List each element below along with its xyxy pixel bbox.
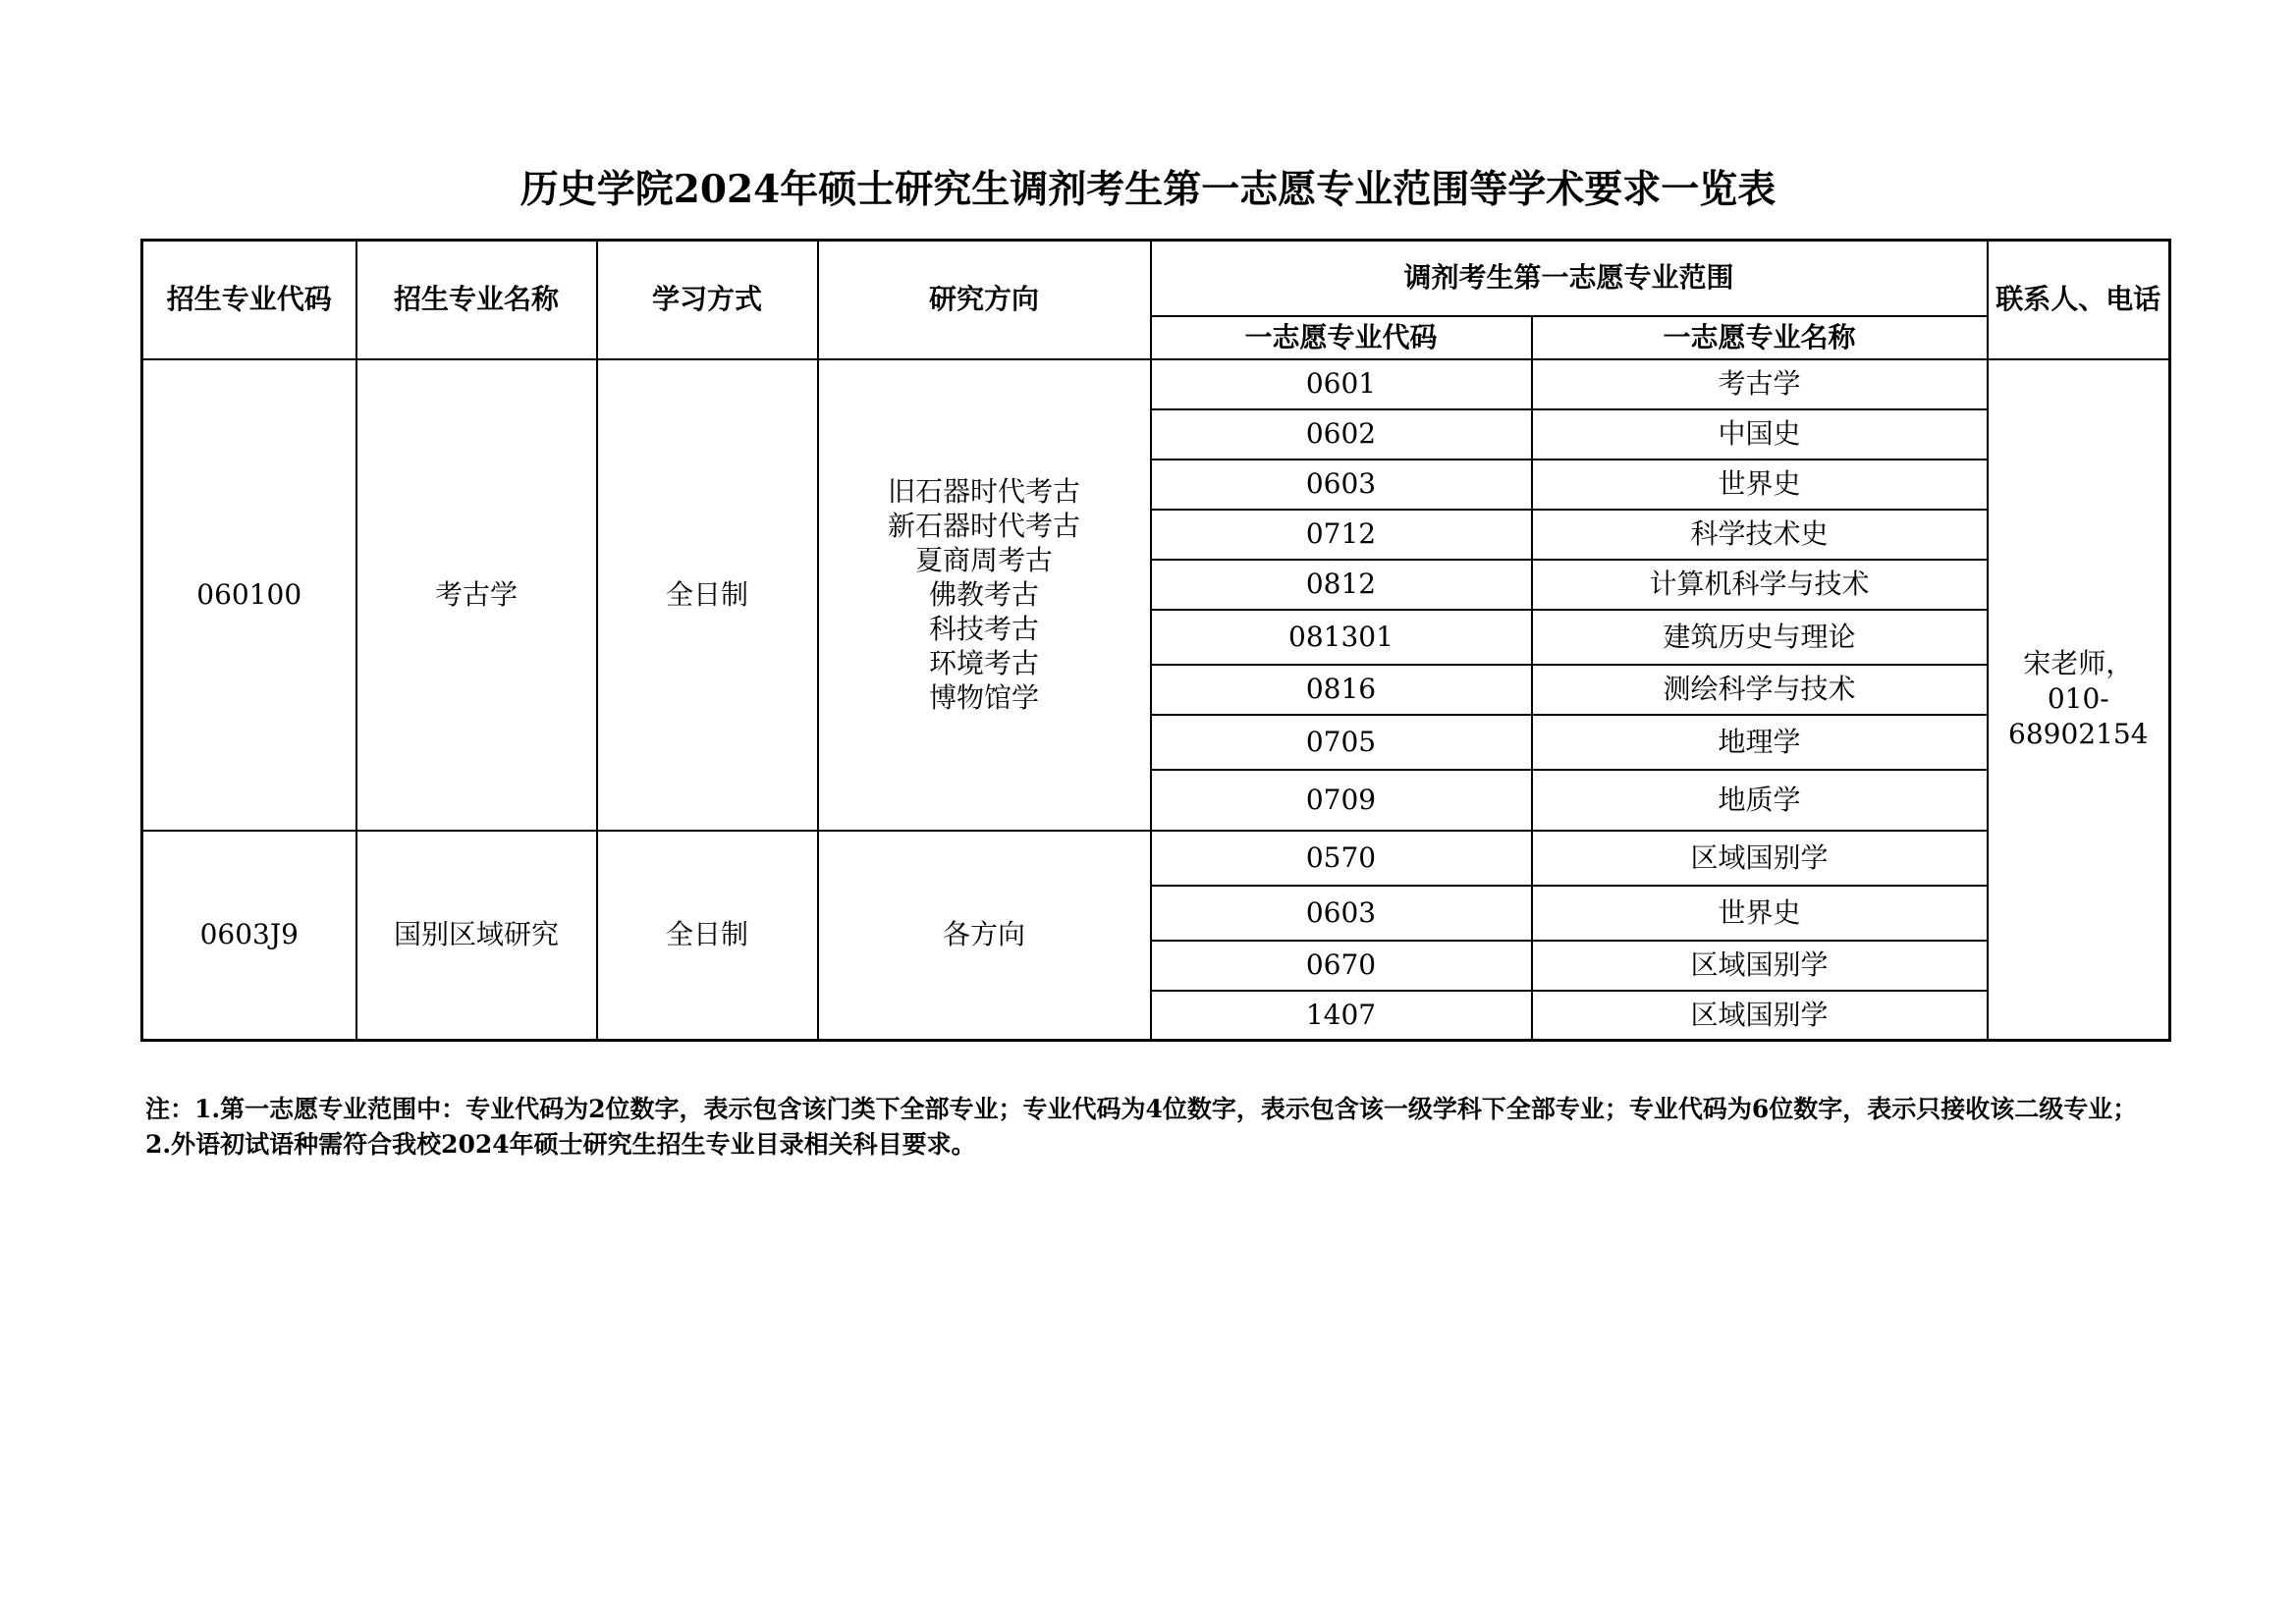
first-choice-name-cell: 地理学 [1532, 715, 1988, 770]
first-choice-name-cell: 建筑历史与理论 [1532, 610, 1988, 665]
note-line-1: 注：1.第一志愿专业范围中：专业代码为2位数字，表示包含该门类下全部专业；专业代码为4位数字，表示包含该一级学科下全部专业；专业代码为6位数字，表示只接收该二级专业； [145, 1095, 2138, 1123]
requirements-table [140, 239, 2171, 1042]
first-choice-code-cell: 0570 [1151, 831, 1532, 886]
first-choice-code-cell: 0603 [1151, 886, 1532, 941]
first-choice-name-cell: 测绘科学与技术 [1532, 665, 1988, 715]
research-direction-cell [818, 359, 1151, 831]
header-contact: 联系人、电话 [1988, 241, 2170, 359]
major-name-cell: 国别区域研究 [356, 831, 597, 1041]
direction-item: 博物馆学 [928, 681, 1039, 714]
header-first-choice-range: 调剂考生第一志愿专业范围 [1151, 241, 1988, 316]
header-major-code: 招生专业代码 [142, 241, 356, 359]
table-row [142, 359, 2170, 409]
page-title: 历史学院2024年硕士研究生调剂考生第一志愿专业范围等学术要求一览表 [519, 167, 1777, 212]
first-choice-name-cell: 地质学 [1532, 770, 1988, 831]
first-choice-name-cell: 世界史 [1532, 886, 1988, 941]
first-choice-code-cell: 0709 [1151, 770, 1532, 831]
contact-cell [1988, 359, 2170, 1041]
direction-item: 新石器时代考古 [887, 510, 1080, 542]
research-direction-cell: 各方向 [818, 831, 1151, 1041]
contact-name: 宋老师， [2023, 647, 2134, 680]
major-code-cell: 0603J9 [142, 831, 356, 1041]
first-choice-name-cell: 区域国别学 [1532, 991, 1988, 1041]
first-choice-name-cell: 科学技术史 [1532, 510, 1988, 560]
direction-item: 夏商周考古 [914, 544, 1053, 576]
first-choice-code-cell: 081301 [1151, 610, 1532, 665]
first-choice-code-cell: 0670 [1151, 941, 1532, 991]
header-first-choice-name: 一志愿专业名称 [1532, 316, 1988, 359]
first-choice-name-cell: 区域国别学 [1532, 941, 1988, 991]
direction-item: 环境考古 [928, 647, 1039, 679]
first-choice-code-cell: 1407 [1151, 991, 1532, 1041]
first-choice-name-cell: 计算机科学与技术 [1532, 560, 1988, 610]
direction-item: 科技考古 [928, 613, 1039, 645]
first-choice-name-cell: 中国史 [1532, 409, 1988, 460]
first-choice-code-cell: 0603 [1151, 460, 1532, 510]
first-choice-code-cell: 0712 [1151, 510, 1532, 560]
notes [145, 1092, 2168, 1163]
major-code-cell: 060100 [142, 359, 356, 831]
first-choice-code-cell: 0601 [1151, 359, 1532, 409]
note-line-2: 2.外语初试语种需符合我校2024年硕士研究生招生专业目录相关科目要求。 [145, 1130, 976, 1159]
first-choice-name-cell: 世界史 [1532, 460, 1988, 510]
contact-phone-prefix: 010- [2047, 682, 2109, 716]
header-research-direction: 研究方向 [818, 241, 1151, 359]
major-name-cell: 考古学 [356, 359, 597, 831]
first-choice-name-cell: 区域国别学 [1532, 831, 1988, 886]
contact-phone-number: 68902154 [2008, 718, 2149, 751]
first-choice-code-cell: 0705 [1151, 715, 1532, 770]
first-choice-code-cell: 0816 [1151, 665, 1532, 715]
header-first-choice-code: 一志愿专业代码 [1151, 316, 1532, 359]
study-mode-cell: 全日制 [597, 359, 818, 831]
header-row [142, 241, 2170, 316]
study-mode-cell: 全日制 [597, 831, 818, 1041]
header-major-name: 招生专业名称 [356, 241, 597, 359]
direction-item: 旧石器时代考古 [887, 475, 1080, 508]
table-row [142, 831, 2170, 886]
first-choice-name-cell: 考古学 [1532, 359, 1988, 409]
first-choice-code-cell: 0602 [1151, 409, 1532, 460]
header-study-mode: 学习方式 [597, 241, 818, 359]
direction-item: 佛教考古 [928, 578, 1039, 611]
first-choice-code-cell: 0812 [1151, 560, 1532, 610]
